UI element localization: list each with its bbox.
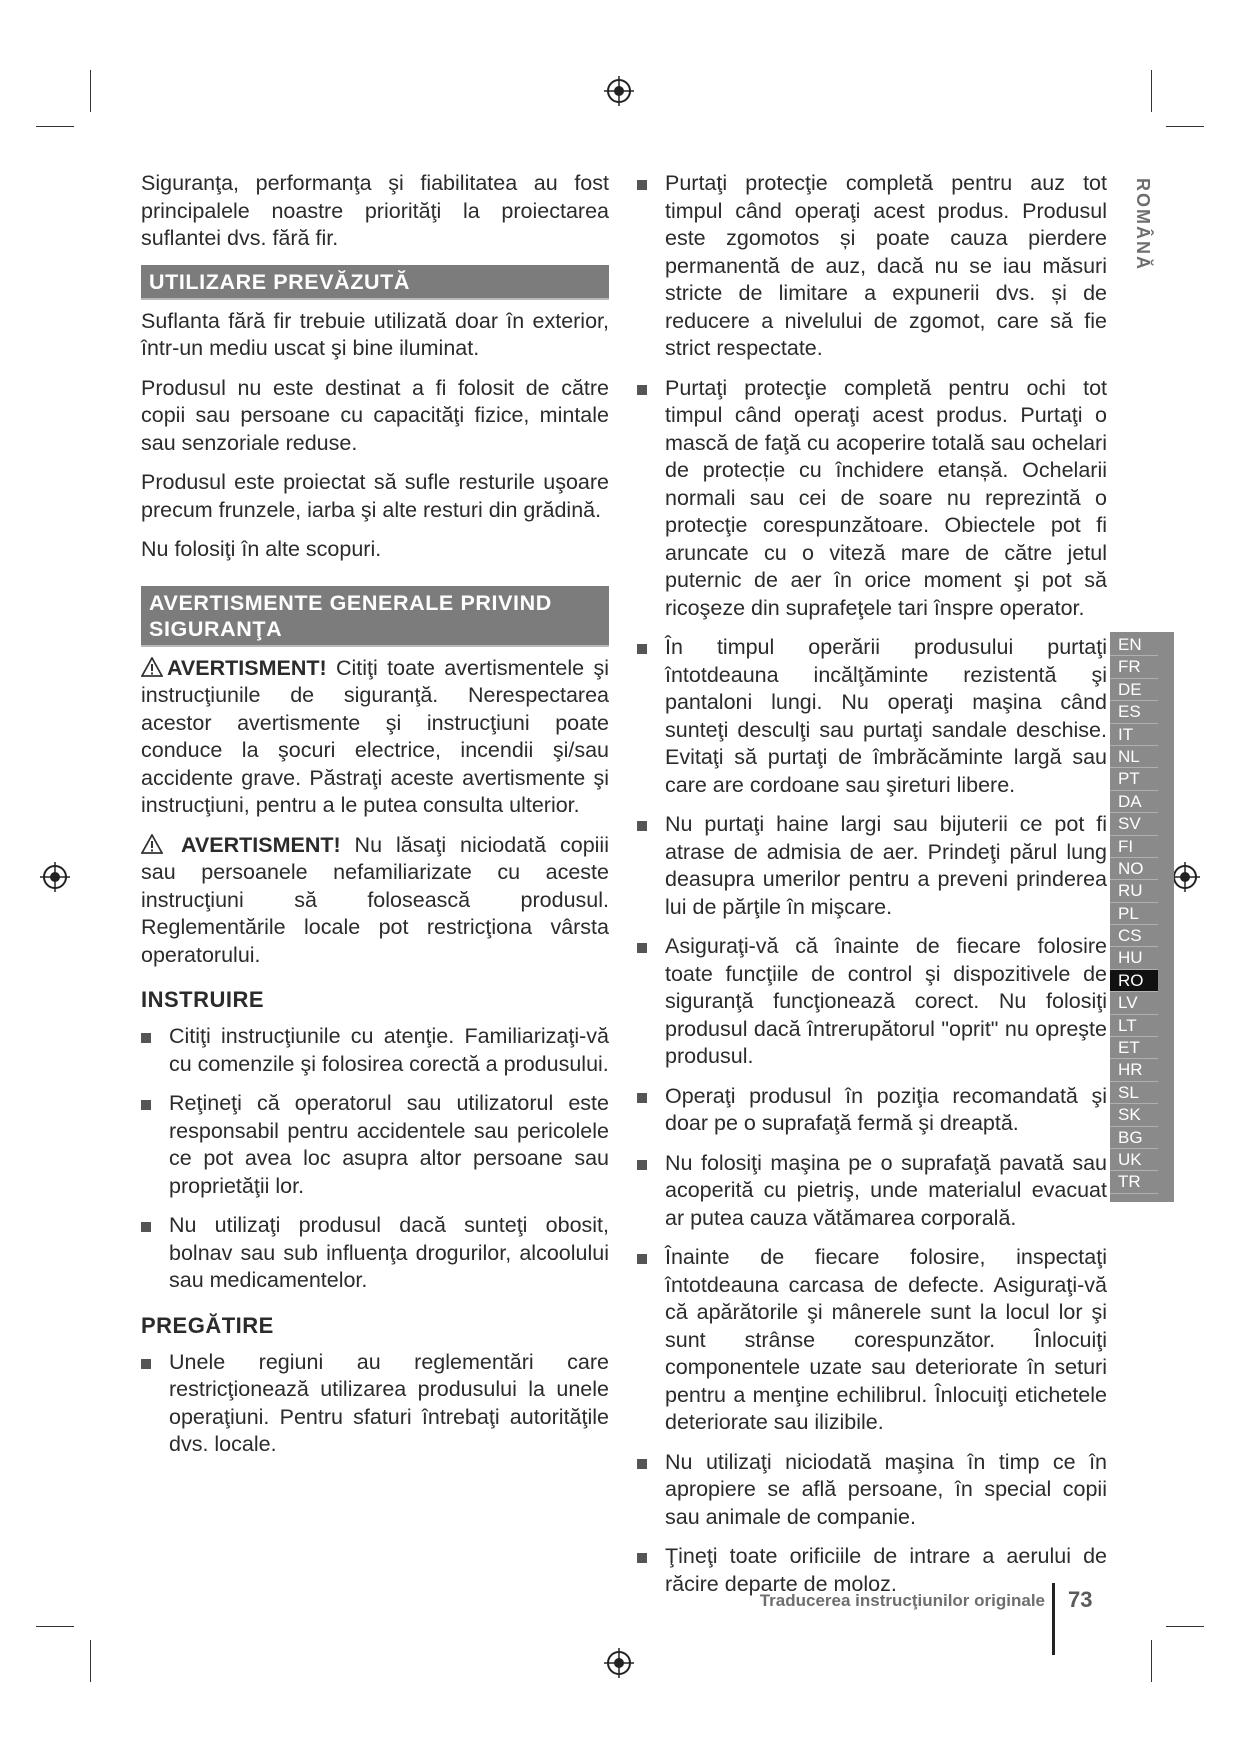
bullet-square-icon <box>637 821 647 831</box>
language-tab-sk[interactable]: SK <box>1110 1104 1158 1126</box>
warning-triangle-icon <box>141 834 163 854</box>
list-item: Nu utilizaţi niciodată maşina în timp ce în apropiere se află persoane, în special copii sau animale de companie. <box>637 1449 1107 1532</box>
warning-label: AVERTISMENT! <box>167 655 327 680</box>
list-item: Reţineţi că operatorul sau utilizatorul este responsabil pentru accidentele sau pericolele ce pot avea loc asupra altor persoane sau proprietăţii lor. <box>141 1090 609 1200</box>
language-tab-ro[interactable]: RO <box>1110 970 1158 992</box>
language-tab-it[interactable]: IT <box>1110 724 1158 746</box>
bullet-square-icon <box>637 385 647 395</box>
crop-mark <box>1166 126 1204 127</box>
bullet-square-icon <box>637 1093 647 1103</box>
section-heading-line: SIGURANŢA <box>149 616 283 641</box>
paragraph: Produsul este proiectat să sufle resturile uşoare precum frunzele, iarba şi alte resturi din grădină. <box>141 470 609 522</box>
paragraph: Suflanta fără fir trebuie utilizată doar în exterior, într-un mediu uscat şi bine iluminat. <box>141 308 609 360</box>
language-tab-es[interactable]: ES <box>1110 701 1158 723</box>
language-tab-sv[interactable]: SV <box>1110 813 1158 835</box>
crop-mark <box>36 1626 74 1627</box>
warning-text: Nu lăsaţi niciodată copiii sau persoanele nefamiliarizate cu aceste instrucţiuni să folosească produsul. Reglementările locale pot restricţiona vârsta operatorului. <box>141 832 609 967</box>
list-item: Asiguraţi-vă că înainte de fiecare folosire toate funcţiile de control şi dispozitivele de siguranţă funcţionează corect. Nu folosiţi produsul dacă întrerupătorul "oprit" nu opreşte produsul. <box>637 933 1107 1071</box>
warning-paragraph <box>141 655 609 820</box>
list-item: Purtaţi protecţie completă pentru ochi tot timpul când operaţi acest produs. Purtaţi o mască de faţă cu acoperire totală sau ochelari de protecție cu închidere etanșă. Ochelarii normali sau cei de soare nu reprezintă o protecţie corespunzătoare. Obiectele pot fi aruncate cu o viteză mare de către jetul puternic de aer în orice moment şi pot să ricoşeze din suprafeţele tari înspre operator. <box>637 375 1107 623</box>
registration-mark-icon <box>40 862 70 892</box>
bullet-square-icon <box>637 644 647 654</box>
language-tab-nl[interactable]: NL <box>1110 746 1158 768</box>
registration-mark-icon <box>604 76 634 106</box>
page-number: 73 <box>1068 1587 1093 1612</box>
language-tab-hr[interactable]: HR <box>1110 1059 1158 1081</box>
language-tab-fi[interactable]: FI <box>1110 836 1158 858</box>
language-tab-da[interactable]: DA <box>1110 791 1158 813</box>
subheading-training: INSTRUIRE <box>141 987 265 1012</box>
registration-mark-icon <box>1170 862 1200 892</box>
warning-triangle-icon <box>141 657 163 677</box>
crop-mark <box>1151 70 1152 112</box>
warning-text: Citiţi toate avertismentele şi instrucţiunile de siguranţă. Nerespectarea acestor avertismente şi instrucţiuni poate conduce la şocuri electrice, incendii şi/sau accidente grave. Păstraţi aceste avertismente şi instrucţiuni, pentru a le putea consulta ulterior. <box>141 655 609 817</box>
left-column <box>141 170 609 1471</box>
bullet-square-icon <box>637 180 647 190</box>
warning-label: AVERTISMENT! <box>181 832 341 857</box>
list-item: Operaţi produsul în poziţia recomandată şi doar pe o suprafaţă fermă şi dreaptă. <box>637 1083 1107 1138</box>
language-vertical-title: ROMÂNĂ <box>1133 178 1153 271</box>
crop-mark <box>90 1640 91 1682</box>
language-tab-de[interactable]: DE <box>1110 679 1158 701</box>
language-tab-et[interactable]: ET <box>1110 1037 1158 1059</box>
footer-caption: Traducerea instrucţiunilor originale <box>759 1591 1045 1610</box>
bullet-square-icon <box>637 1160 647 1170</box>
bullet-square-icon <box>141 1222 151 1232</box>
list-item: Nu utilizaţi produsul dacă sunteţi obosit, bolnav sau sub influenţa drogurilor, alcoolului sau medicamentelor. <box>141 1212 609 1295</box>
registration-mark-icon <box>604 1648 634 1678</box>
list-item: Purtaţi protecţie completă pentru auz tot timpul când operaţi acest produs. Produsul este zgomotos și poate cauza pierdere permanentă de auz, dacă nu se iau măsuri stricte de limitare a expunerii dvs. și de reducere a nivelului de zgomot, care să fie strict respectate. <box>637 170 1107 363</box>
list-item: Citiţi instrucţiunile cu atenţie. Familiarizaţi-vă cu comenzile şi folosirea corectă a produsului. <box>141 1023 609 1078</box>
language-tab-fr[interactable]: FR <box>1110 656 1158 678</box>
bullet-square-icon <box>141 1100 151 1110</box>
language-tab-lt[interactable]: LT <box>1110 1015 1158 1037</box>
language-tabs <box>1110 632 1174 1202</box>
bullet-square-icon <box>141 1359 151 1369</box>
crop-mark <box>1166 1626 1204 1627</box>
paragraph: Nu folosiţi în alte scopuri. <box>141 537 382 561</box>
section-heading-general-safety <box>141 586 609 647</box>
list-item: Înainte de fiecare folosire, inspectaţi întotdeauna carcasa de defecte. Asiguraţi-vă că apărătorile şi mânerele sunt la locul lor şi sunt strânse corespunzător. Înlocuiţi componentele uzate sau deteriorate în seturi pentru a menţine echilibrul. Înlocuiţi etichetele deteriorate sau ilizibile. <box>637 1244 1107 1437</box>
crop-mark <box>90 70 91 112</box>
list-item: Nu folosiţi maşina pe o suprafaţă pavată sau acoperită cu pietriş, unde materialul evacuat ar putea cauza vătămarea corporală. <box>637 1150 1107 1233</box>
list-item: În timpul operării produsului purtaţi întotdeauna incălţăminte rezistentă şi pantaloni lungi. Nu operaţi maşina când sunteţi desculţi sau purtaţi sandale deschise. Evitaţi să purtaţi de îmbrăcăminte largă sau care are cordoane sau şireturi libere. <box>637 634 1107 799</box>
paragraph: Produsul nu este destinat a fi folosit de către copii sau persoane cu capacităţi fizice, mintale sau senzoriale reduse. <box>141 375 609 455</box>
list-item: Unele regiuni au reglementări care restricţionează utilizarea produsului la unele operaţiuni. Pentru sfaturi întrebaţi autorităţile dvs. locale. <box>141 1349 609 1459</box>
crop-mark <box>1151 1640 1152 1682</box>
list-item: Ţineţi toate orificiile de intrare a aerului de răcire departe de moloz. <box>637 1543 1107 1598</box>
bullet-square-icon <box>637 943 647 953</box>
list-item: Nu purtaţi haine largi sau bijuterii ce pot fi atrase de admisia de aer. Prindeţi părul lung deasupra umerilor pentru a preveni prinderea lui de părţile în mişcare. <box>637 811 1107 921</box>
language-tab-ru[interactable]: RU <box>1110 880 1158 902</box>
bullet-square-icon <box>637 1459 647 1469</box>
bullet-square-icon <box>141 1033 151 1043</box>
language-tab-uk[interactable]: UK <box>1110 1149 1158 1171</box>
right-column <box>637 170 1107 1610</box>
language-tab-hu[interactable]: HU <box>1110 947 1158 969</box>
footer-divider <box>1052 1583 1055 1655</box>
subheading-preparation: PREGĂTIRE <box>141 1312 274 1338</box>
bullet-square-icon <box>637 1553 647 1563</box>
crop-mark <box>36 126 74 127</box>
language-tab-sl[interactable]: SL <box>1110 1082 1158 1104</box>
training-list <box>141 1023 609 1295</box>
warning-paragraph <box>141 832 609 970</box>
section-heading-intended-use: UTILIZARE PREVĂZUTĂ <box>141 265 609 300</box>
preparation-list <box>141 1349 609 1459</box>
intro-paragraph: Siguranţa, performanţa şi fiabilitatea au fost principalele noastre priorităţi la proiectarea suflantei dvs. fără fir. <box>141 171 609 250</box>
language-tab-pl[interactable]: PL <box>1110 903 1158 925</box>
language-tab-pt[interactable]: PT <box>1110 768 1158 790</box>
language-tab-en[interactable]: EN <box>1110 634 1158 656</box>
language-tab-bg[interactable]: BG <box>1110 1127 1158 1149</box>
safety-list <box>637 170 1107 1598</box>
language-tab-cs[interactable]: CS <box>1110 925 1158 947</box>
section-heading-line: AVERTISMENTE GENERALE PRIVIND <box>149 590 552 615</box>
language-tab-no[interactable]: NO <box>1110 858 1158 880</box>
bullet-square-icon <box>637 1254 647 1264</box>
language-tab-lv[interactable]: LV <box>1110 992 1158 1014</box>
language-tab-tr[interactable]: TR <box>1110 1171 1158 1193</box>
